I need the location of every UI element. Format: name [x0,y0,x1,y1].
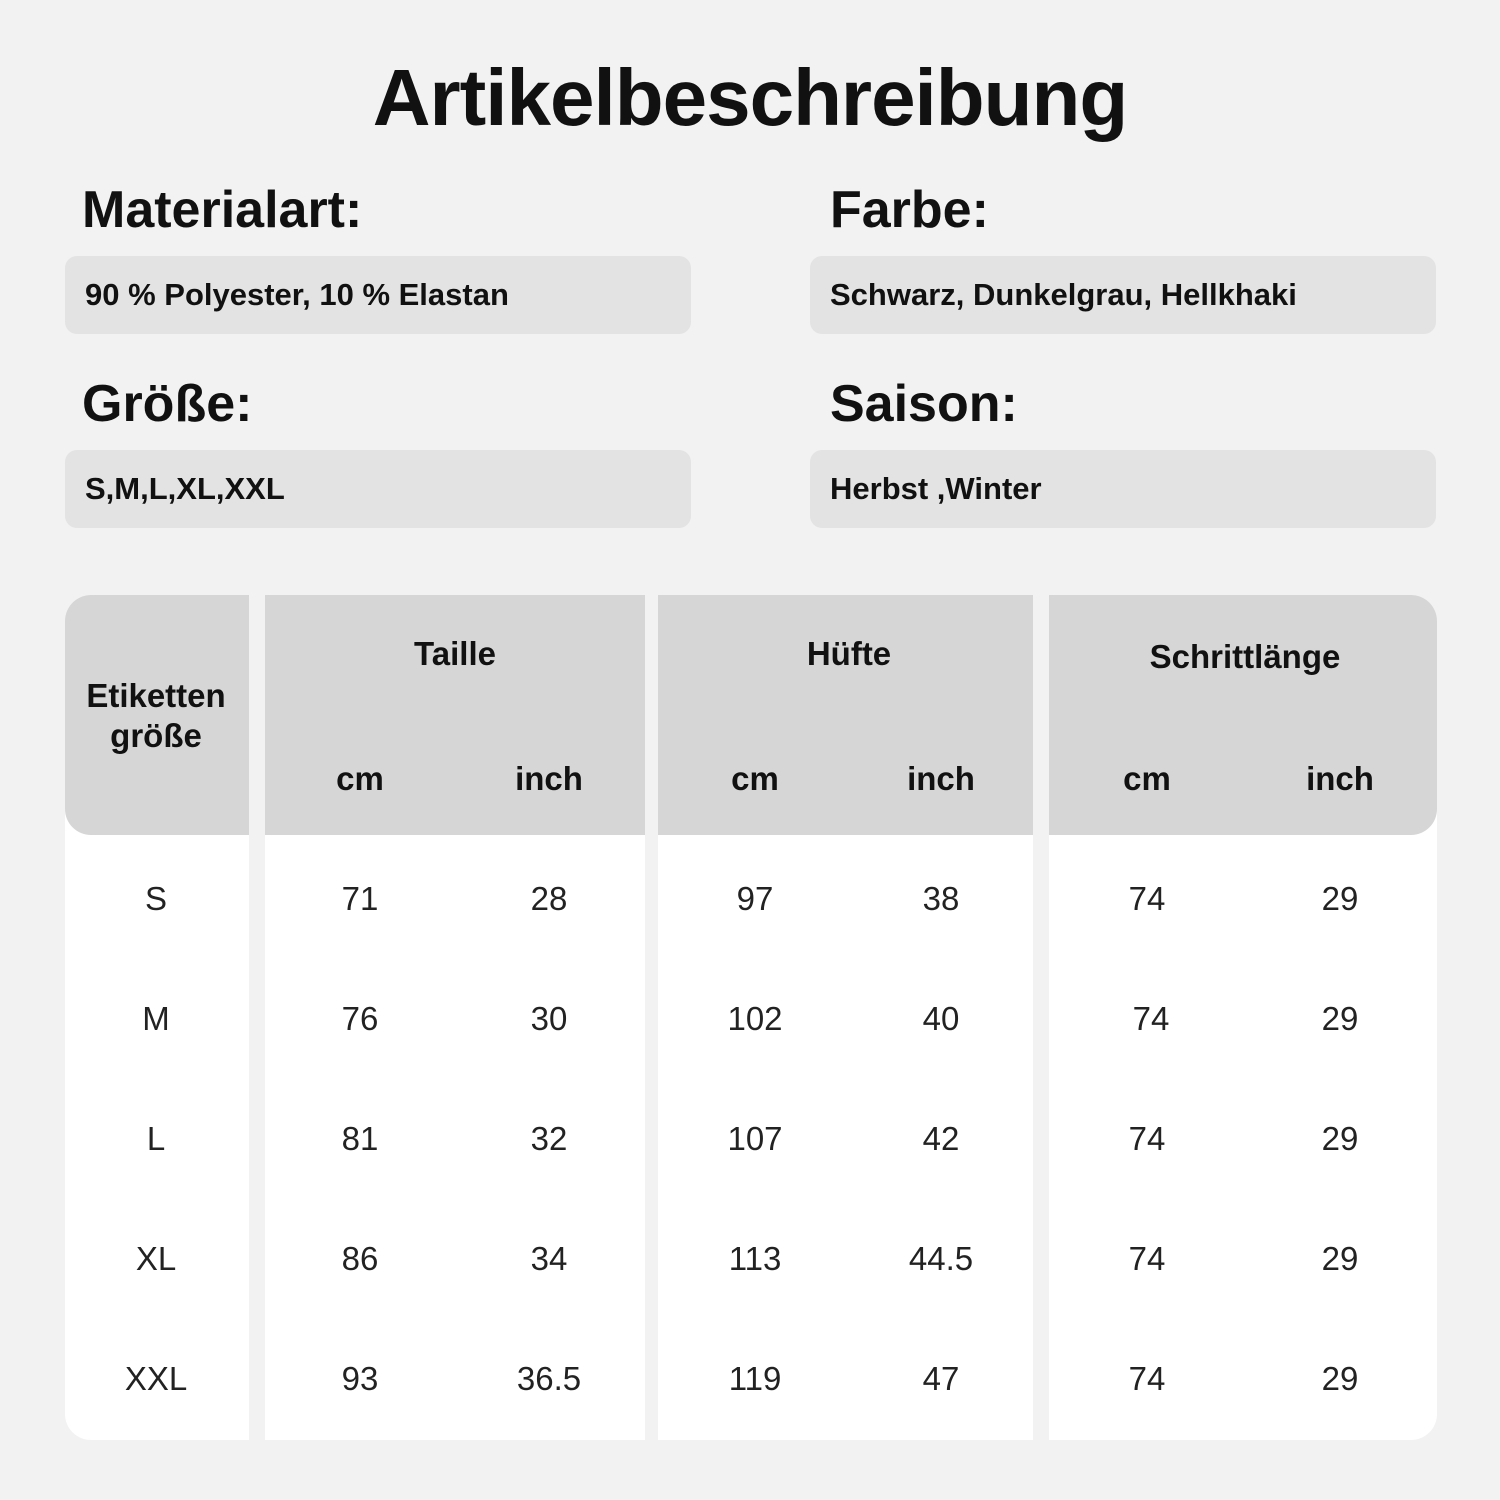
size-cell: XXL [124,1360,188,1397]
size-label: Größe: [82,375,253,433]
hip-inch-cell: 44.5 [908,1240,974,1277]
hip-cm-cell: 107 [727,1120,783,1157]
hip-inch-cell: 38 [922,880,960,917]
inseam-cm-cell: 74 [1128,880,1166,917]
waist-cm-cell: 93 [341,1360,379,1397]
season-value-box [810,450,1436,528]
hip-inch-cell: 40 [922,1000,960,1037]
waist-cm-cell: 76 [341,1000,379,1037]
waist-inch-cell: 36.5 [516,1360,582,1397]
material-value-box [65,256,691,334]
hip-cm-cell: 97 [736,880,774,917]
inseam-inch-cell: 29 [1321,1120,1359,1157]
color-value: Schwarz, Dunkelgrau, Hellkhaki [830,277,1297,312]
season-label: Saison: [830,375,1018,433]
waist-inch-cell: 30 [530,1000,568,1037]
page-title: Artikelbeschreibung [372,53,1128,142]
hip-inch-header: inch [907,760,975,797]
waist-inch-cell: 32 [530,1120,568,1157]
waist-group-label: Taille [414,635,496,672]
hip-inch-cell: 47 [922,1360,960,1397]
waist-inch-cell: 28 [530,880,568,917]
size-value: S,M,L,XL,XXL [85,471,285,506]
hip-cm-cell: 102 [727,1000,783,1037]
season-value: Herbst ,Winter [830,471,1042,506]
inseam-inch-header: inch [1306,760,1374,797]
color-label: Farbe: [830,181,989,239]
inseam-inch-cell: 29 [1321,1240,1359,1277]
inseam-inch-cell: 29 [1321,1000,1359,1037]
waist-cm-cell: 86 [341,1240,379,1277]
waist-cm-cell: 71 [341,880,379,917]
hip-cm-cell: 113 [728,1240,782,1277]
inseam-cm-header: cm [1123,760,1171,797]
color-value-box [810,256,1436,334]
hip-cm-header: cm [731,760,779,797]
size-value-box [65,450,691,528]
inseam-inch-cell: 29 [1321,880,1359,917]
inseam-cm-cell: 74 [1128,1240,1166,1277]
inseam-cm-cell: 74 [1128,1360,1166,1397]
waist-inch-header: inch [515,760,583,797]
hip-inch-cell: 42 [922,1120,960,1157]
material-value: 90 % Polyester, 10 % Elastan [85,277,509,312]
hip-cm-cell: 119 [728,1360,782,1397]
inseam-cm-cell: 74 [1128,1120,1166,1157]
waist-inch-cell: 34 [530,1240,568,1277]
waist-cm-header: cm [336,760,384,797]
hip-group-label: Hüfte [806,635,892,672]
size-header-label: Etiketten größe [86,677,226,754]
inseam-header [1049,595,1437,835]
size-cell: L [146,1120,166,1157]
waist-cm-cell: 81 [341,1120,379,1157]
waist-header [265,595,645,835]
size-cell: M [142,1000,170,1037]
inseam-cm-cell: 74 [1132,1000,1170,1037]
inseam-group-label: Schrittlänge [1149,638,1341,675]
size-cell: S [144,880,168,917]
inseam-inch-cell: 29 [1321,1360,1359,1397]
size-cell: XL [135,1240,177,1277]
hip-header [658,595,1033,835]
material-label: Materialart: [82,181,363,239]
